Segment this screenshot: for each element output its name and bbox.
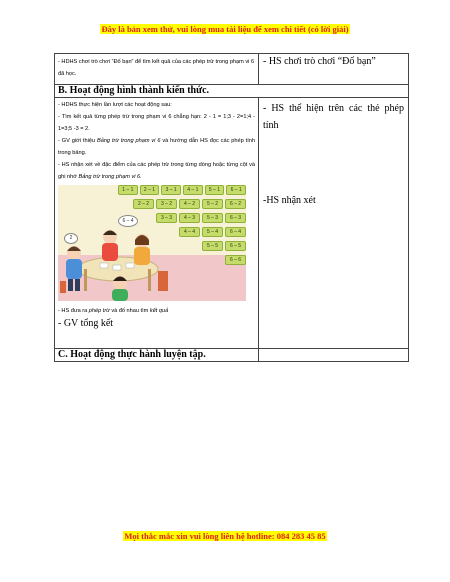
subtraction-card: 4 – 4	[179, 227, 200, 237]
subtraction-card: 3 – 1	[161, 185, 181, 195]
instruction-line: - HS đưa ra phép trừ và đố nhau tìm kết quả	[58, 308, 169, 314]
subtraction-table	[118, 185, 246, 269]
subtraction-card: 6 – 4	[225, 227, 246, 237]
table-row	[55, 98, 409, 349]
subtraction-card: 3 – 2	[156, 199, 177, 209]
instruction-line: - Tìm kết quả từng phép trừ trong phạm vi 6 chẳng hạn: 2 - 1 = 1;3 - 2=1;4 - 1=3;5 -3 = 2.	[58, 114, 255, 132]
teacher-activity-game: - HDHS chơi trò chơi “Đố bạn” để tìm kết quả của các phép trừ trong phạm vi 6 đã học.	[58, 59, 255, 77]
subtraction-card: 5 – 2	[202, 199, 223, 209]
subtraction-card: 5 – 1	[205, 185, 225, 195]
subtraction-card: 4 – 2	[179, 199, 200, 209]
hotline-banner: Mọi thắc mắc xin vui lòng liên hệ hotline: 084 283 45 85	[124, 531, 326, 541]
section-b-heading: B. Hoạt động hình thành kiến thức.	[58, 85, 210, 96]
student-response-cards: - HS thể hiện trên các thẻ phép tính	[263, 103, 404, 131]
subtraction-row	[118, 227, 246, 237]
subtraction-card: 5 – 5	[202, 241, 223, 251]
student-response-comment: -HS nhận xét	[263, 195, 316, 206]
section-c-heading: C. Hoạt động thực hành luyện tập.	[58, 349, 206, 360]
speech-bubble-top: 6 – 4	[118, 215, 138, 227]
classroom-illustration	[58, 185, 246, 301]
instruction-line: - GV giới thiệu Bảng trừ trong phạm vi 6 và hướng dẫn HS đọc các phép tính trong bảng.	[58, 138, 255, 156]
section-row	[55, 349, 409, 362]
subtraction-row	[118, 185, 246, 195]
subtraction-row	[118, 241, 246, 251]
teacher-summary: - GV tổng kết	[58, 318, 114, 329]
subtraction-card: 2 – 2	[133, 199, 154, 209]
subtraction-card: 5 – 4	[202, 227, 223, 237]
subtraction-row	[118, 199, 246, 209]
subtraction-card: 6 – 2	[225, 199, 246, 209]
subtraction-card: 2 – 1	[140, 185, 160, 195]
subtraction-card: 6 – 6	[225, 255, 246, 265]
instruction-line: - HS nhận xét về đặc điểm của các phép trừ trong từng dòng hoặc từng cột và ghi nhớ Bảng trừ trong phạm vi 6.	[58, 162, 255, 180]
subtraction-card: 6 – 5	[225, 241, 246, 251]
table-row	[55, 54, 409, 85]
subtraction-card: 5 – 3	[202, 213, 223, 223]
subtraction-card: 4 – 3	[179, 213, 200, 223]
subtraction-card: 6 – 1	[226, 185, 246, 195]
instruction-line: - HDHS thực hiện lần lượt các hoạt động sau:	[58, 102, 172, 108]
speech-bubble-left: 2	[64, 233, 78, 244]
subtraction-card: 1 – 1	[118, 185, 138, 195]
preview-banner: Đây là bản xem thử, vui lòng mua tài liệu để xem chi tiết (có lời giải)	[101, 24, 349, 34]
subtraction-card: 4 – 1	[183, 185, 203, 195]
subtraction-row	[118, 255, 246, 265]
section-row	[55, 85, 409, 98]
subtraction-card: 3 – 3	[156, 213, 177, 223]
subtraction-card: 6 – 3	[225, 213, 246, 223]
lesson-table	[54, 53, 409, 362]
subtraction-row	[118, 213, 246, 223]
student-activity-game: - HS chơi trò chơi “Đố bạn”	[263, 56, 376, 67]
